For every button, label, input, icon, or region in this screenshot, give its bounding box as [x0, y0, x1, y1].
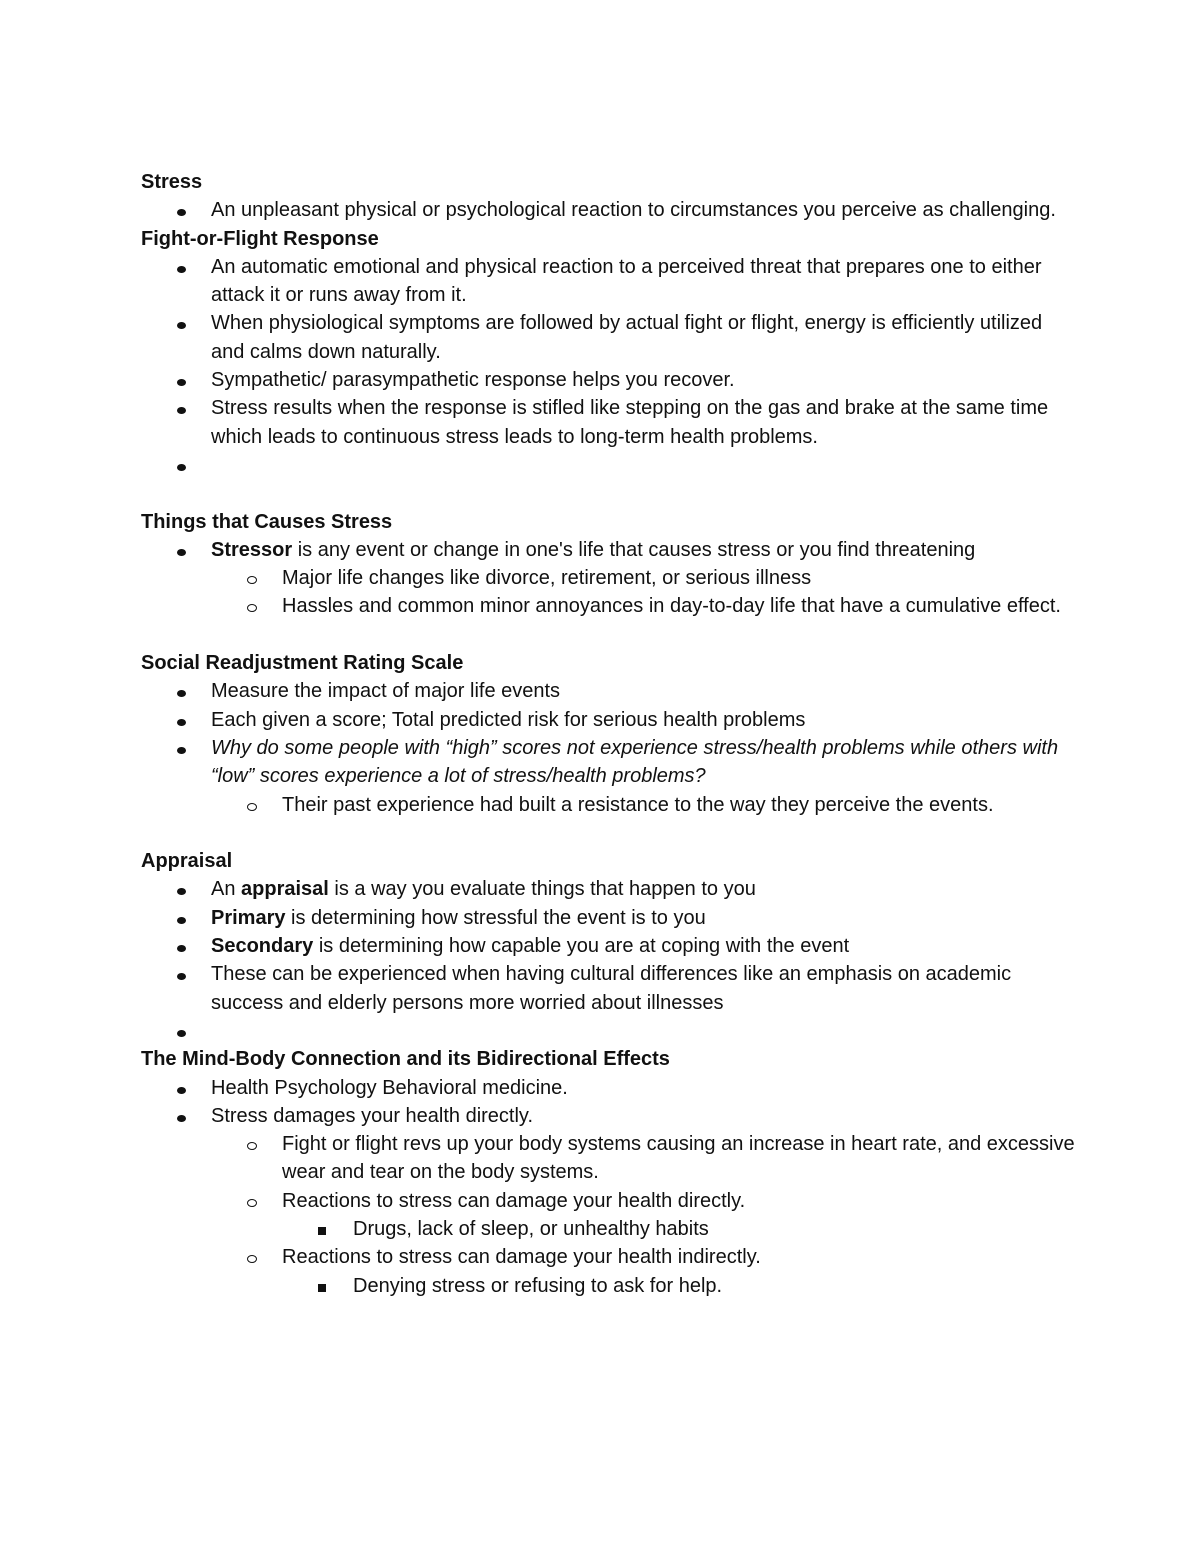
list-item: An unpleasant physical or psychological reaction to circumstances you perceive as challenging. — [141, 196, 1081, 224]
list-fight-or-flight — [141, 253, 1081, 479]
list-causes — [141, 536, 1081, 621]
list-subitem: Fight or flight revs up your body systems causing an increase in heart rate, and excessive wear and tear on the body systems. — [141, 1130, 1081, 1187]
heading-stress: Stress — [141, 171, 203, 193]
list-item: Primary is determining how stressful the event is to you — [141, 904, 1081, 932]
list-item: An automatic emotional and physical reaction to a perceived threat that prepares one to either attack it or runs away from it. — [141, 253, 1081, 310]
heading-srrs: Social Readjustment Rating Scale — [141, 652, 464, 675]
bullet-disc-icon — [177, 309, 186, 337]
list-subitem: Their past experience had built a resistance to the way they perceive the events. — [141, 791, 1081, 819]
list-item: Stress results when the response is stifled like stepping on the gas and brake at the same time which leads to continuous stress leads to long-term health problems. — [141, 394, 1081, 451]
list-item: Stressor is any event or change in one's life that causes stress or you find threatening — [141, 536, 1081, 564]
bullet-disc-icon — [177, 451, 186, 479]
list-item-question: Why do some people with “high” scores not experience stress/health problems while others with “low” scores experience a lot of stress/health problems? — [141, 734, 1081, 791]
bullet-circle-icon — [247, 1243, 257, 1271]
bullet-disc-icon — [177, 904, 186, 932]
heading-fight-or-flight: Fight-or-Flight Response — [141, 227, 379, 250]
list-subitem: Hassles and common minor annoyances in day-to-day life that have a cumulative effect. — [141, 592, 1081, 620]
heading-causes: Things that Causes Stress — [141, 510, 393, 533]
bullet-square-icon — [318, 1272, 326, 1300]
list-mind-body — [141, 1074, 1081, 1300]
list-subitem: Reactions to stress can damage your health directly. — [141, 1187, 1081, 1215]
list-item: Health Psychology Behavioral medicine. — [141, 1074, 1081, 1102]
list-item: An appraisal is a way you evaluate things that happen to you — [141, 875, 1081, 903]
list-item: Secondary is determining how capable you are at coping with the event — [141, 932, 1081, 960]
document-body — [141, 168, 1081, 1300]
list-item: Each given a score; Total predicted risk for serious health problems — [141, 706, 1081, 734]
bullet-square-icon — [318, 1215, 326, 1243]
bullet-disc-icon — [177, 196, 186, 224]
list-subsubitem: Denying stress or refusing to ask for help. — [141, 1272, 1081, 1300]
bullet-disc-icon — [177, 1074, 186, 1102]
list-appraisal — [141, 875, 1081, 1045]
bullet-disc-icon — [177, 394, 186, 422]
list-item: Measure the impact of major life events — [141, 677, 1081, 705]
bullet-disc-icon — [177, 1017, 186, 1045]
list-item-empty — [141, 1017, 1081, 1045]
bullet-disc-icon — [177, 706, 186, 734]
list-subitem: Major life changes like divorce, retirement, or serious illness — [141, 564, 1081, 592]
bullet-disc-icon — [177, 253, 186, 281]
bullet-disc-icon — [177, 875, 186, 903]
bullet-disc-icon — [177, 734, 186, 762]
bullet-disc-icon — [177, 1102, 186, 1130]
list-srrs — [141, 677, 1081, 818]
bullet-disc-icon — [177, 366, 186, 394]
bullet-disc-icon — [177, 677, 186, 705]
list-subitem: Reactions to stress can damage your health indirectly. — [141, 1243, 1081, 1271]
bullet-circle-icon — [247, 1130, 257, 1158]
list-item: Sympathetic/ parasympathetic response helps you recover. — [141, 366, 1081, 394]
bullet-circle-icon — [247, 564, 257, 592]
list-item: Stress damages your health directly. — [141, 1102, 1081, 1130]
list-stress — [141, 196, 1081, 224]
bullet-circle-icon — [247, 1187, 257, 1215]
bullet-circle-icon — [247, 791, 257, 819]
list-subsubitem: Drugs, lack of sleep, or unhealthy habits — [141, 1215, 1081, 1243]
heading-appraisal: Appraisal — [141, 850, 233, 873]
list-item: These can be experienced when having cultural differences like an emphasis on academic success and elderly persons more worried about illnesses — [141, 960, 1081, 1017]
bullet-disc-icon — [177, 932, 186, 960]
bullet-circle-icon — [247, 592, 257, 620]
bullet-disc-icon — [177, 960, 186, 988]
heading-mind-body: The Mind-Body Connection and its Bidirectional Effects — [141, 1048, 670, 1071]
list-item-empty — [141, 451, 1081, 479]
list-item: When physiological symptoms are followed by actual fight or flight, energy is efficiently utilized and calms down naturally. — [141, 309, 1081, 366]
bullet-disc-icon — [177, 536, 186, 564]
